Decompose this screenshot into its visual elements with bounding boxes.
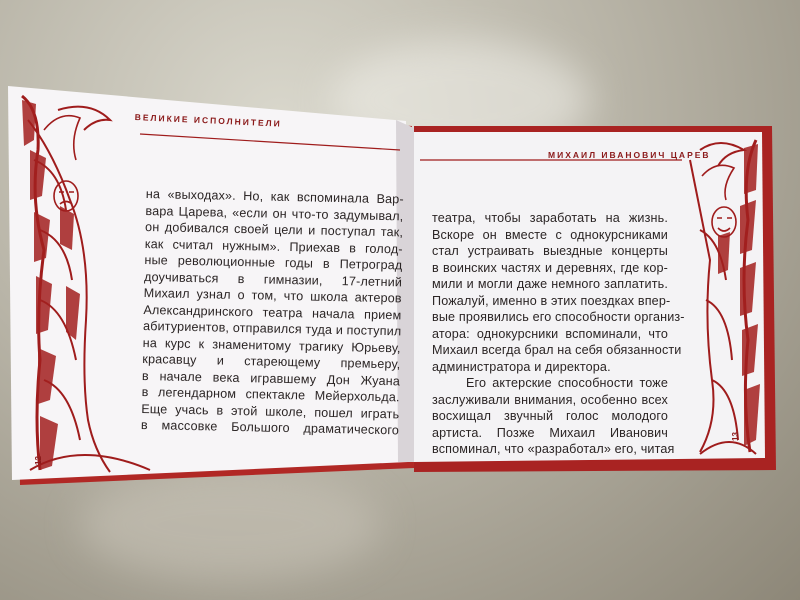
text-line: мили и могли даже немного заплатить. xyxy=(432,277,668,291)
text-line: доучиваться в гимназии, 17-летний xyxy=(143,269,403,289)
text-line: в легендарном спектакле Мейерхольда. xyxy=(141,384,400,405)
text-line: атора: однокурсники вспоминали, что xyxy=(432,326,668,341)
right-page-number: 13 xyxy=(730,432,740,441)
text-line: красавцу и стареющему премьеру, xyxy=(142,351,401,372)
text-line: ные революционные годы в Петроград xyxy=(144,252,403,273)
text-line: в воинских частях и деревнях, где кор- xyxy=(432,260,668,275)
left-page-text xyxy=(141,186,404,439)
text-line: театра, чтобы заработать на жизнь. xyxy=(432,211,668,225)
text-line: Вскоре он вместе с однокурсниками xyxy=(432,227,668,242)
text-line: стал устраивать выездные концерты xyxy=(432,244,668,258)
text-line: как считал нужным». Приехав в голод- xyxy=(144,236,403,256)
text-line: артиста. Позже Михаил Иванович xyxy=(432,425,668,440)
text-line: Еще учась в этой школе, пошел играть xyxy=(141,401,400,421)
text-line: Его актерские способности тоже xyxy=(466,376,668,390)
right-page-text xyxy=(432,210,685,458)
text-line: заслуживали внимания, особенно всех xyxy=(432,392,668,407)
left-page-number: 12 xyxy=(33,456,43,465)
text-line: восхищал звучный голос молодого xyxy=(432,409,668,423)
text-line: на «выходах». Но, как вспоминала Вар- xyxy=(145,186,404,207)
text-line: вара Царева, «если он что-то задумывал, xyxy=(145,203,404,223)
text-line: в начале века игравшему Дон Жуана xyxy=(141,368,401,388)
text-line: абитуриентов, отправился туда и поступил xyxy=(142,318,402,339)
text-line: на курс к знаменитому трагику Юрьеву, xyxy=(142,335,401,355)
text-line: вспоминал, что «разработал» его, читая xyxy=(432,442,675,456)
text-line: Пожалуй, именно в этих поездках впер- xyxy=(432,293,671,308)
text-line: Александринского театра начала прием xyxy=(143,302,402,322)
text-line: вые проявились его способности организ- xyxy=(432,310,685,324)
text-line: администратора и директора. xyxy=(432,359,611,374)
right-running-header: МИХАИЛ ИВАНОВИЧ ЦАРЕВ xyxy=(548,150,711,160)
text-line: он добивался своей цели и поступал так, xyxy=(144,219,404,240)
text-line: Михаил узнал о том, что школа актеров xyxy=(143,285,402,306)
text-line: в массовке Большого драматического xyxy=(140,417,400,438)
left-running-header: ВЕЛИКИЕ ИСПОЛНИТЕЛИ xyxy=(134,112,282,129)
text-line: Михаил всегда брал на себя обязанности xyxy=(432,343,682,357)
